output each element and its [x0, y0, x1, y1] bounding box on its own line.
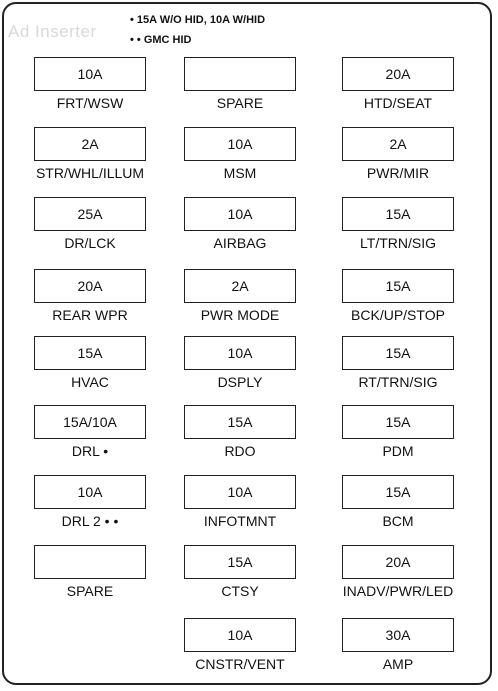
fuse-label: LT/TRN/SIG — [360, 235, 436, 251]
fuse-rating: 2A — [342, 127, 454, 161]
legend-note-double-dot: • • GMC HID — [130, 34, 192, 46]
fuse-slot — [308, 57, 488, 117]
fuse-label: DRL 2 • • — [61, 513, 119, 529]
fuse-slot — [308, 336, 488, 396]
fuse-slot — [150, 269, 330, 329]
fuse-rating: 15A — [184, 545, 296, 579]
fuse-rating: 10A — [184, 127, 296, 161]
fuse-slot — [150, 405, 330, 465]
fuse-rating: 2A — [34, 127, 146, 161]
fuse-rating: 10A — [34, 475, 146, 509]
fuse-label: PDM — [382, 443, 414, 459]
legend-note-single-dot: • 15A W/O HID, 10A W/HID — [130, 14, 266, 26]
fuse-rating: 15A — [342, 197, 454, 231]
fuse-slot — [308, 475, 488, 535]
fuse-slot — [150, 336, 330, 396]
fuse-slot — [308, 269, 488, 329]
fuse-rating: 10A — [184, 336, 296, 370]
fuse-label: PWR/MIR — [366, 165, 430, 181]
fuse-slot — [308, 618, 488, 678]
fuse-label: AIRBAG — [213, 235, 267, 251]
fuse-rating: 2A — [184, 269, 296, 303]
fuse-label: HVAC — [71, 374, 109, 390]
fuse-label: FRT/WSW — [56, 95, 124, 111]
fuse-label: SPARE — [216, 95, 264, 111]
fuse-slot — [150, 197, 330, 257]
fuse-rating: 30A — [342, 618, 454, 652]
fuse-label: REAR WPR — [52, 307, 128, 323]
fuse-label: RT/TRN/SIG — [358, 374, 438, 390]
fuse-slot — [150, 545, 330, 605]
fuse-label: HTD/SEAT — [363, 95, 433, 111]
fuse-rating: 25A — [34, 197, 146, 231]
fuse-label: INFOTMNT — [203, 513, 277, 529]
fuse-label: PWR MODE — [200, 307, 280, 323]
fuse-rating: 15A — [342, 475, 454, 509]
fuse-rating: 10A — [34, 57, 146, 91]
fuse-rating — [184, 57, 296, 91]
fuse-rating — [34, 545, 146, 579]
fuse-label: RDO — [224, 443, 256, 459]
fuse-slot — [308, 127, 488, 187]
fuse-rating: 15A — [34, 336, 146, 370]
fuse-label: STR/WHL/ILLUM — [35, 165, 145, 181]
fuse-rating: 20A — [342, 545, 454, 579]
fuse-label: INADV/PWR/LED — [342, 583, 454, 599]
fuse-slot — [150, 127, 330, 187]
fuse-label: BCM — [382, 513, 414, 529]
watermark: Ad Inserter — [8, 22, 97, 41]
fuse-label: CNSTR/VENT — [195, 656, 285, 672]
fuse-rating: 15A — [184, 405, 296, 439]
fuse-rating: 15A/10A — [34, 405, 146, 439]
fuse-label: MSM — [223, 165, 257, 181]
fuse-rating: 10A — [184, 475, 296, 509]
fuse-label: SPARE — [66, 583, 114, 599]
fuse-label: DSPLY — [217, 374, 263, 390]
fuse-label: CTSY — [221, 583, 259, 599]
fuse-slot — [308, 197, 488, 257]
fuse-label: AMP — [382, 656, 414, 672]
fuse-rating: 10A — [184, 197, 296, 231]
fuse-slot — [150, 618, 330, 678]
fuse-rating: 20A — [342, 57, 454, 91]
fuse-label: BCK/UP/STOP — [351, 307, 445, 323]
fuse-slot — [150, 57, 330, 117]
fuse-slot — [308, 545, 488, 605]
fuse-rating: 15A — [342, 269, 454, 303]
fuse-rating: 10A — [184, 618, 296, 652]
fuse-label: DRL • — [71, 443, 109, 459]
fuse-slot — [150, 475, 330, 535]
fuse-rating: 15A — [342, 405, 454, 439]
fuse-label: DR/LCK — [64, 235, 116, 251]
fuse-rating: 15A — [342, 336, 454, 370]
fuse-rating: 20A — [34, 269, 146, 303]
fuse-slot — [308, 405, 488, 465]
